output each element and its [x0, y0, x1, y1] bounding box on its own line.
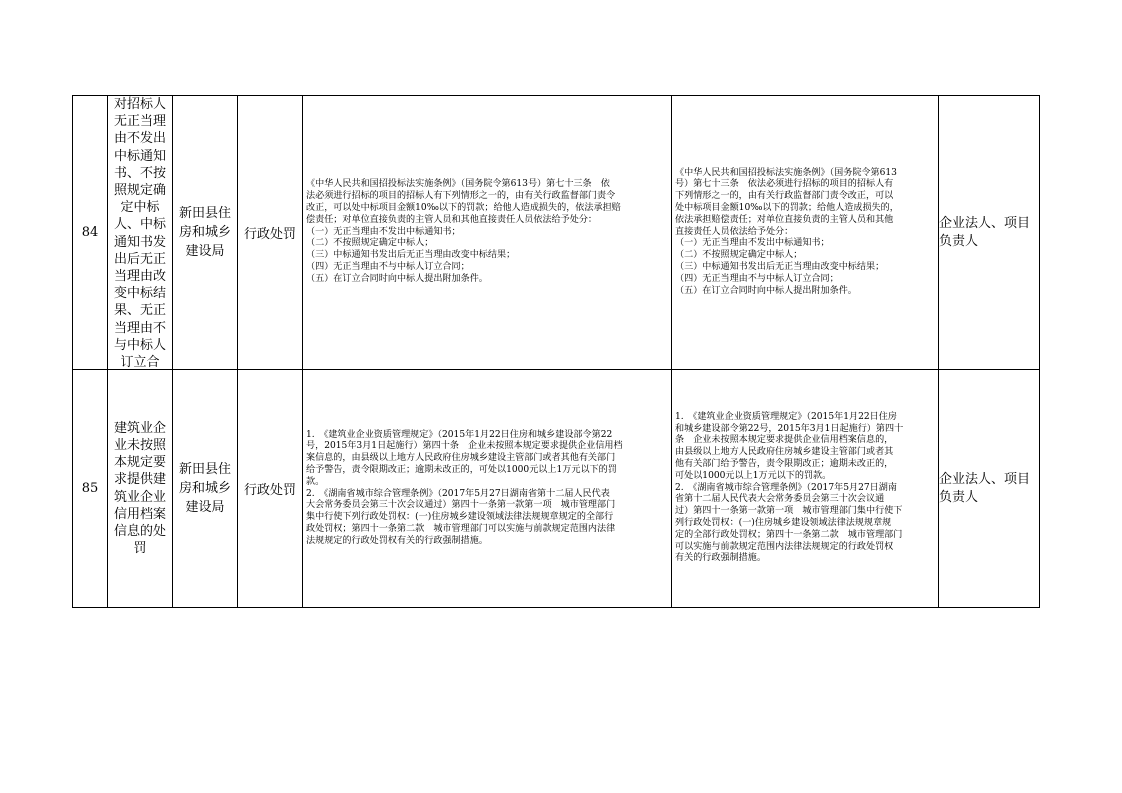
row-number: 85	[73, 370, 108, 608]
target-object: 企业法人、项目负责人	[939, 96, 1040, 370]
row-number: 84	[73, 96, 108, 370]
penalty-basis-cell	[672, 370, 939, 608]
item-name-cell	[108, 370, 173, 608]
category: 行政处罚	[238, 370, 303, 608]
legal-basis-cell	[303, 96, 672, 370]
legal-basis-cell	[303, 370, 672, 608]
item-name: 对招标人无正当理由不发出中标通知书、不按照规定确定中标人、中标通知书发出后无正当理由改变中标结果、无正当理由不与中标人订立合	[113, 97, 166, 369]
category: 行政处罚	[238, 96, 303, 370]
department: 新田县住房和城乡建设局	[173, 370, 238, 608]
target-object: 企业法人、项目负责人	[939, 370, 1040, 608]
item-name: 建筑业企业未按照本规定要求提供建筑业企业信用档案信息的处罚	[113, 420, 166, 557]
enforcement-table	[72, 95, 1040, 608]
department: 新田县住房和城乡建设局	[173, 96, 238, 370]
table-row	[73, 96, 1040, 370]
penalty-basis-cell	[672, 96, 939, 370]
penalty-basis: 1. 《建筑业企业资质管理规定》（2015年1月22日住房 和城乡建设部令第22号，2015年3月1日起施行）第四十 条 企业未按照本规定要求提供企业信用档案信息的， 由县级以上地方人民政府住房城乡建设主管部门或者其 他有关部门给予警告，责令限期改正；逾期未改正的， 可处以1000元以上1万元以下的罚款。 2. 《湖南省城市综合管理条例》（2017年5月27日湖南 省第十二届人民代表大会常务委员会第三十次会议通 过）第四十一条第一款第一项 城市管理部门集中行使下 列行政处罚权：(一)住房城乡建设领域法律法规规章规 定的全部行政处罚权；第四十一条第二款 城市管理部门 可以实施与前款规定范围内法律法规规定的行政处罚权 有关的行政强制措施。	[675, 411, 904, 564]
item-name-cell	[108, 96, 173, 370]
penalty-basis: 《中华人民共和国招投标法实施条例》（国务院令第613 号）第七十三条 依法必须进行招标的项目的招标人有 下列情形之一的，由有关行政监督部门责令改正，可以 处中标项目金额10‰以下的罚款；给他人造成损失的， 依法承担赔偿责任；对单位直接负责的主管人员和其他 直接责任人员依法给予处分： （一）无正当理由不发出中标通知书； （二）不按照规定确定中标人； （三）中标通知书发出后无正当理由改变中标结果； （四）无正当理由不与中标人订立合同； （五）在订立合同时向中标人提出附加条件。	[675, 167, 899, 296]
table-row	[73, 370, 1040, 608]
legal-basis: 《中华人民共和国招投标法实施条例》（国务院令第613号）第七十三条 依 法必须进行招标的项目的招标人有下列情形之一的，由有关行政监督部门责令 改正，可以处中标项目金额10‰以下的罚款；给他人造成损失的，依法承担赔 偿责任；对单位直接负责的主管人员和其他直接责任人员依法给予处分： （一）无正当理由不发出中标通知书； （二）不按照规定确定中标人； （三）中标通知书发出后无正当理由改变中标结果； （四）无正当理由不与中标人订立合同； （五）在订立合同时向中标人提出附加条件。	[306, 179, 621, 284]
legal-basis: 1. 《建筑业企业资质管理规定》（2015年1月22日住房和城乡建设部令第22 号，2015年3月1日起施行）第四十条 企业未按照本规定要求提供企业信用档 案信息的，由县级以上地方人民政府住房城乡建设主管部门或者其他有关部门 给予警告，责令限期改正；逾期未改正的，可处以1000元以上1万元以下的罚 款。 2. 《湖南省城市综合管理条例》（2017年5月27日湖南省第十二届人民代表 大会常务委员会第三十次会议通过）第四十一条第一款第一项 城市管理部门 集中行使下列行政处罚权：(一)住房城乡建设领域法律法规规章规定的全部行 政处罚权；第四十一条第二款 城市管理部门可以实施与前款规定范围内法律 法规规定的行政处罚权有关的行政强制措施。	[306, 429, 623, 546]
